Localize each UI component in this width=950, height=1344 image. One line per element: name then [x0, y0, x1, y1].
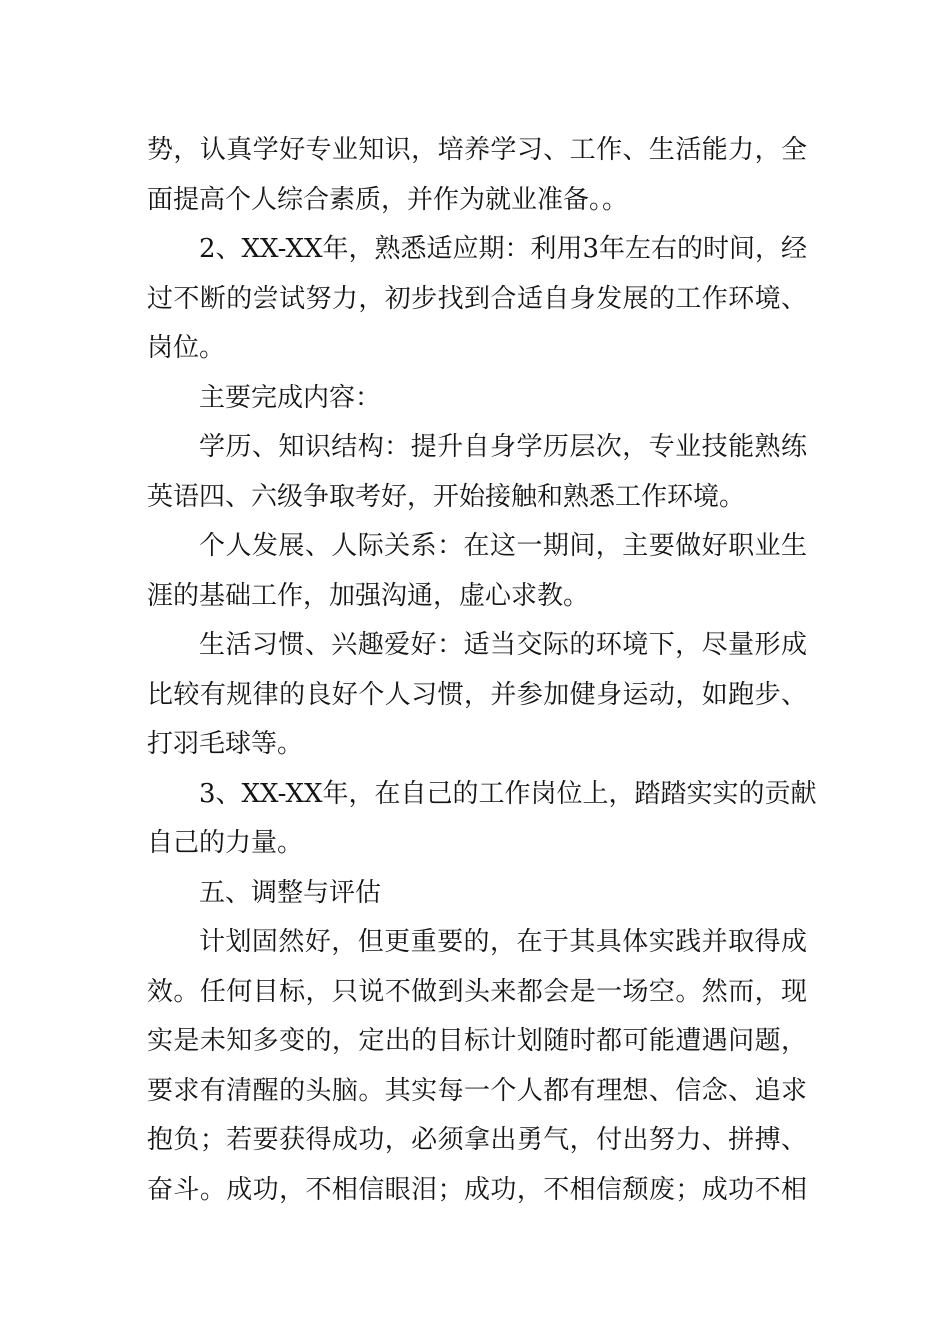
paragraph-start-line: 生活习惯、兴趣爱好：适当交际的环境下，尽量形成 [199, 630, 807, 660]
text-line: 涯的基础工作，加强沟通，虚心求教。 [147, 580, 590, 611]
text-line: 英语四、六级争取考好，开始接触和熟悉工作环境。 [147, 481, 746, 512]
text-line: 效。任何目标，只说不做到头来都会是一场空。然而，现 [147, 976, 807, 1007]
text-line: 比较有规律的良好个人习惯，并参加健身运动，如跑步、 [147, 679, 807, 710]
text-line: 抱负；若要获得成功，必须拿出勇气，付出努力、拼搏、 [147, 1125, 807, 1155]
text-line: 实是未知多变的，定出的目标计划随时都可能遭遇问题， [147, 1026, 807, 1056]
text-line: 岗位。 [147, 333, 226, 363]
paragraph-start-line: 个人发展、人际关系：在这一期间，主要做好职业生 [199, 531, 807, 561]
paragraph-start-line: 2、XX-XX年，熟悉适应期：利用3年左右的时间，经 [199, 234, 808, 264]
text-line: 面提高个人综合素质，并作为就业准备。。 [147, 184, 629, 215]
section-label: 主要完成内容： [199, 382, 382, 413]
paragraph-start-line: 学历、知识结构：提升自身学历层次，专业技能熟练 [199, 432, 807, 462]
paragraph-start-line: 3、XX-XX年，在自己的工作岗位上，踏踏实实的贡献 [199, 778, 817, 809]
section-heading: 五、调整与评估 [199, 877, 382, 908]
text-line: 要求有清醒的头脑。其实每一个人都有理想、信念、追求 [147, 1075, 807, 1106]
text-line: 打羽毛球等。 [147, 729, 304, 759]
paragraph-start-line: 计划固然好，但更重要的，在于其具体实践并取得成 [199, 927, 807, 957]
text-line: 自己的力量。 [147, 828, 304, 858]
text-line: 奋斗。成功，不相信眼泪；成功，不相信颓废；成功不相 [147, 1174, 807, 1205]
document-body [147, 126, 817, 1215]
text-line: 势，认真学好专业知识，培养学习、工作、生活能力，全 [147, 135, 807, 165]
text-line: 过不断的尝试努力，初步找到合适自身发展的工作环境、 [147, 283, 807, 314]
